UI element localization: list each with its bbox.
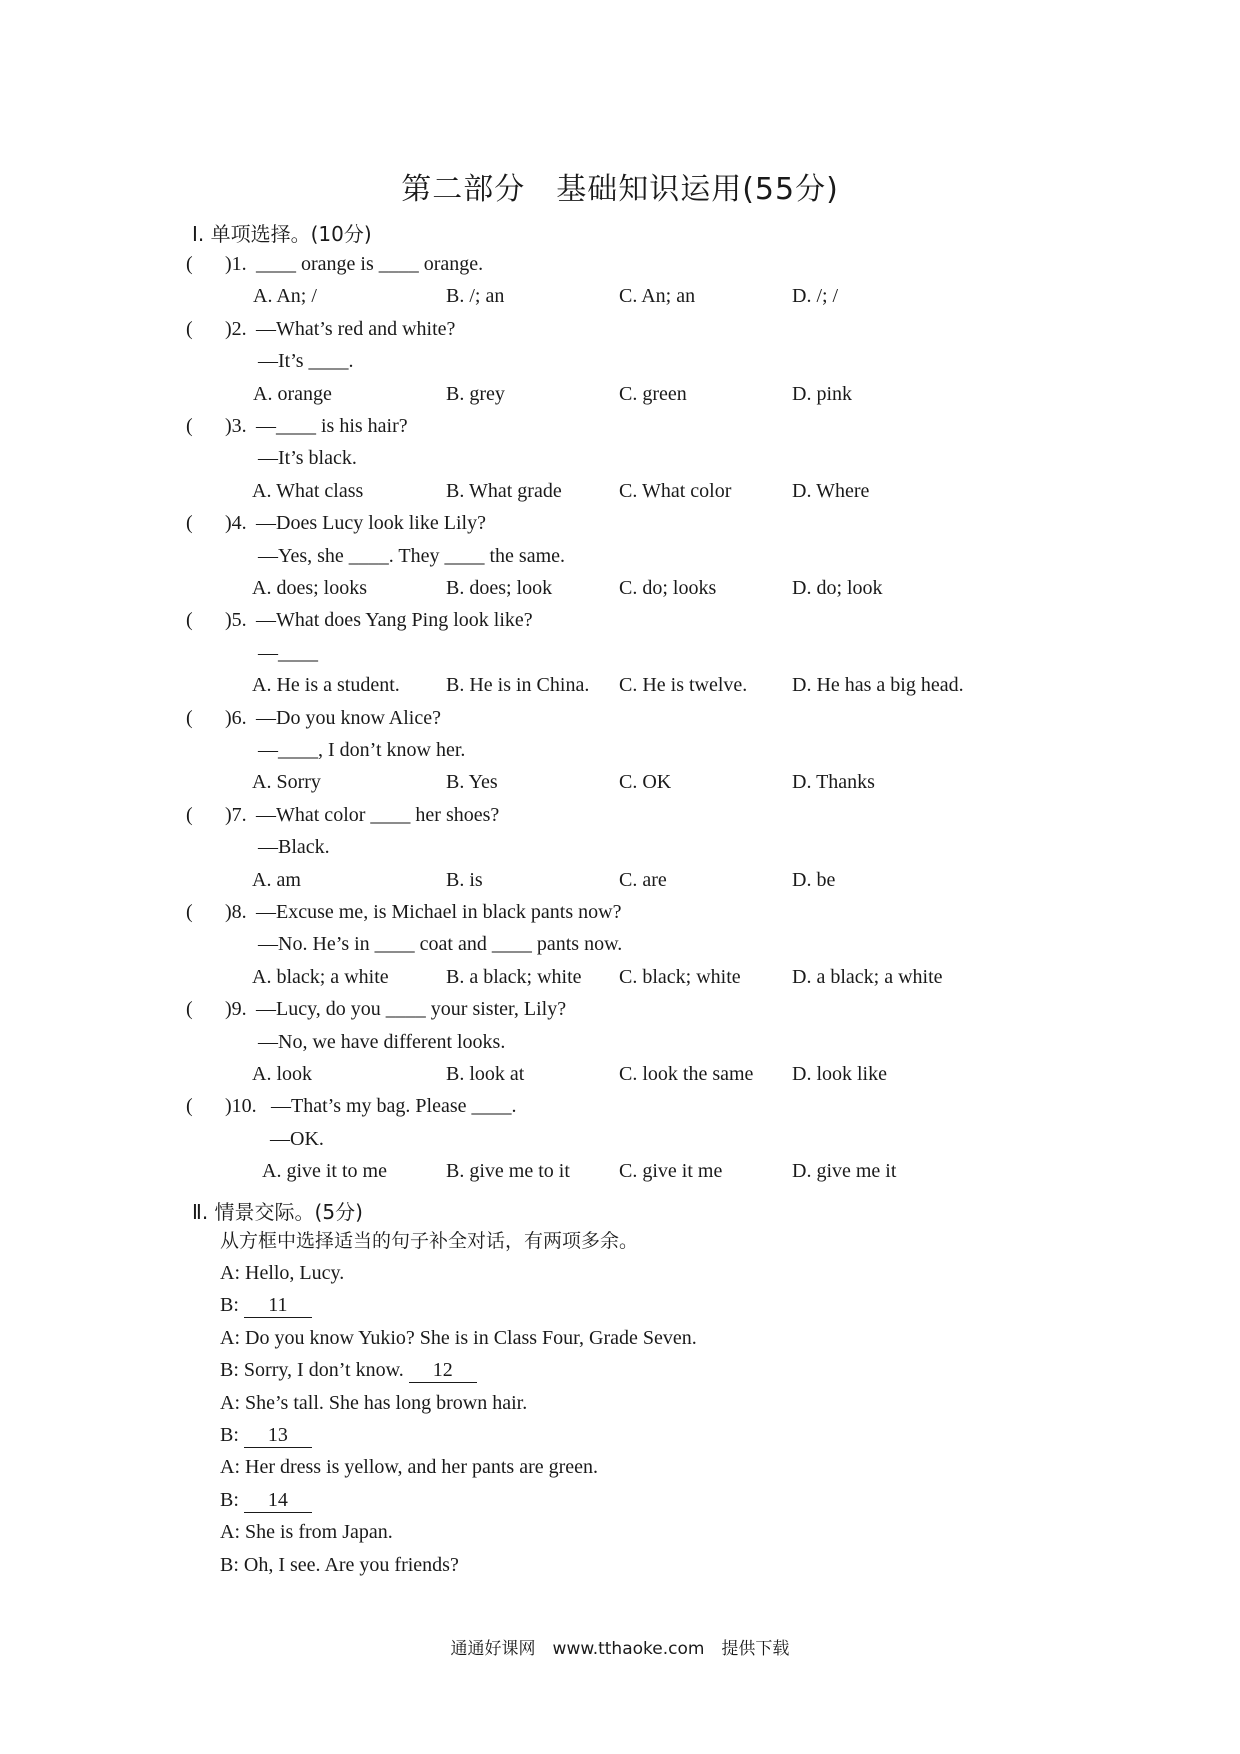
option-c: C. look the same	[619, 1063, 754, 1085]
dialogue-line	[220, 1423, 312, 1448]
option-a: A. An; /	[253, 285, 317, 308]
question-line: —Does Lucy look like Lily?	[256, 512, 486, 535]
dialogue-line	[220, 1520, 393, 1544]
dialogue-line	[220, 1488, 312, 1513]
answer-blank: 13	[244, 1423, 312, 1448]
option-b: B. give me to it	[446, 1160, 570, 1183]
option-b: B. /; an	[446, 285, 505, 308]
option-a: A. give it to me	[262, 1160, 387, 1183]
option-a: A. He is a student.	[252, 674, 400, 697]
question-paren: (	[186, 706, 193, 729]
dialogue-speaker: B:	[220, 1488, 239, 1511]
option-c: C. An; an	[619, 285, 696, 308]
option-b: B. look at	[446, 1063, 525, 1085]
option-d: D. pink	[792, 382, 852, 405]
question-line: —____, I don’t know her.	[258, 739, 466, 761]
section1-heading: Ⅰ. 单项选择。(10分)	[192, 222, 372, 246]
question-line: —Black.	[258, 836, 330, 859]
question-line: —Lucy, do you ____ your sister, Lily?	[256, 998, 567, 1021]
dialogue-speaker: B:	[220, 1424, 239, 1446]
question-paren: (	[186, 512, 193, 535]
dialogue-speaker: A:	[220, 1326, 240, 1349]
section2-instruction: 从方框中选择适当的句子补全对话，有两项多余。	[220, 1230, 639, 1252]
question-line: —OK.	[270, 1127, 324, 1150]
answer-blank: 12	[409, 1358, 477, 1383]
question-number: )6.	[225, 706, 247, 729]
option-a: A. orange	[253, 382, 332, 405]
dialogue-line	[220, 1358, 477, 1383]
dialogue-line	[220, 1553, 459, 1577]
option-c: C. OK	[619, 771, 672, 794]
dialogue-text: She’s tall. She has long brown hair.	[245, 1391, 528, 1414]
question-line: —No. He’s in ____ coat and ____ pants now.	[258, 933, 623, 956]
dialogue-speaker: A:	[220, 1456, 240, 1479]
option-b: B. He is in China.	[446, 674, 590, 697]
question-line: —Yes, she ____. They ____ the same.	[258, 544, 566, 567]
question-paren: (	[186, 901, 193, 923]
option-a: A. What class	[252, 479, 364, 502]
question-paren: (	[186, 415, 193, 437]
option-b: B. is	[446, 868, 483, 891]
question-number: )3.	[225, 415, 247, 437]
answer-blank: 11	[244, 1293, 312, 1318]
question-number: )2.	[225, 317, 247, 340]
option-a: A. Sorry	[252, 771, 321, 794]
question-number: )9.	[225, 998, 247, 1021]
option-d: D. Thanks	[792, 771, 875, 794]
dialogue-line	[220, 1293, 312, 1318]
dialogue-text: Hello, Lucy.	[245, 1262, 345, 1284]
question-line: —It’s ____.	[258, 350, 354, 373]
question-line: —It’s black.	[258, 447, 357, 470]
question-line: —____ is his hair?	[256, 415, 408, 437]
question-line: —That’s my bag. Please ____.	[271, 1095, 517, 1118]
option-a: A. am	[252, 868, 301, 891]
option-c: C. give it me	[619, 1160, 723, 1183]
option-b: B. a black; white	[446, 965, 582, 988]
option-b: B. Yes	[446, 771, 498, 794]
question-line: —Excuse me, is Michael in black pants now?	[256, 901, 622, 923]
option-d: D. give me it	[792, 1160, 897, 1183]
question-number: )1.	[225, 253, 247, 275]
question-number: )4.	[225, 512, 247, 535]
option-c: C. do; looks	[619, 577, 717, 599]
question-line: —No, we have different looks.	[258, 1030, 506, 1053]
option-d: D. He has a big head.	[792, 674, 964, 697]
dialogue-line	[220, 1326, 697, 1350]
dialogue-text: Oh, I see. Are you friends?	[243, 1553, 459, 1576]
question-line: ____ orange is ____ orange.	[256, 253, 484, 275]
option-b: B. does; look	[446, 577, 553, 599]
option-c: C. What color	[619, 479, 732, 502]
question-number: )8.	[225, 901, 247, 923]
dialogue-speaker: A:	[220, 1391, 240, 1414]
question-line: —What does Yang Ping look like?	[256, 609, 533, 632]
page-title: 第二部分 基础知识运用(55分)	[401, 172, 839, 207]
dialogue-text: Sorry, I don’t know.	[243, 1359, 404, 1382]
dialogue-speaker: A:	[220, 1262, 240, 1284]
dialogue-line	[220, 1455, 598, 1479]
dialogue-speaker: B:	[220, 1294, 239, 1317]
dialogue-text: She is from Japan.	[245, 1521, 393, 1544]
question-line: —What color ____ her shoes?	[256, 803, 500, 826]
dialogue-speaker: A:	[220, 1521, 240, 1544]
option-c: C. are	[619, 868, 667, 891]
option-a: A. look	[252, 1063, 312, 1085]
section2-heading: Ⅱ. 情景交际。(5分)	[192, 1200, 363, 1224]
question-paren: (	[186, 803, 193, 826]
option-d: D. be	[792, 868, 836, 891]
option-a: A. black; a white	[252, 965, 389, 988]
question-paren: (	[186, 1095, 193, 1118]
answer-blank: 14	[244, 1488, 312, 1513]
page-footer: 通通好课网 www.tthaoke.com 提供下载	[450, 1639, 790, 1659]
question-paren: (	[186, 317, 193, 340]
option-d: D. a black; a white	[792, 965, 943, 988]
dialogue-speaker: B:	[220, 1553, 239, 1576]
option-c: C. black; white	[619, 965, 741, 988]
question-line: —Do you know Alice?	[256, 706, 441, 729]
question-paren: (	[186, 609, 193, 632]
option-d: D. /; /	[792, 285, 839, 308]
option-c: C. green	[619, 382, 687, 405]
dialogue-text: Do you know Yukio? She is in Class Four, Grade Seven.	[245, 1326, 697, 1349]
option-a: A. does; looks	[252, 577, 367, 599]
option-b: B. grey	[446, 382, 505, 405]
option-d: D. do; look	[792, 577, 883, 599]
dialogue-line	[220, 1391, 527, 1415]
question-number: )5.	[225, 609, 247, 632]
question-paren: (	[186, 253, 193, 275]
dialogue-speaker: B:	[220, 1359, 239, 1382]
option-c: C. He is twelve.	[619, 674, 748, 697]
dialogue-line	[220, 1261, 344, 1285]
option-d: D. Where	[792, 479, 870, 502]
question-number: )7.	[225, 803, 247, 826]
option-d: D. look like	[792, 1063, 887, 1085]
question-paren: (	[186, 998, 193, 1021]
question-line: —____	[258, 641, 318, 664]
option-b: B. What grade	[446, 479, 562, 502]
dialogue-text: Her dress is yellow, and her pants are green.	[245, 1456, 599, 1479]
question-line: —What’s red and white?	[256, 317, 456, 340]
question-number: )10.	[225, 1095, 257, 1118]
